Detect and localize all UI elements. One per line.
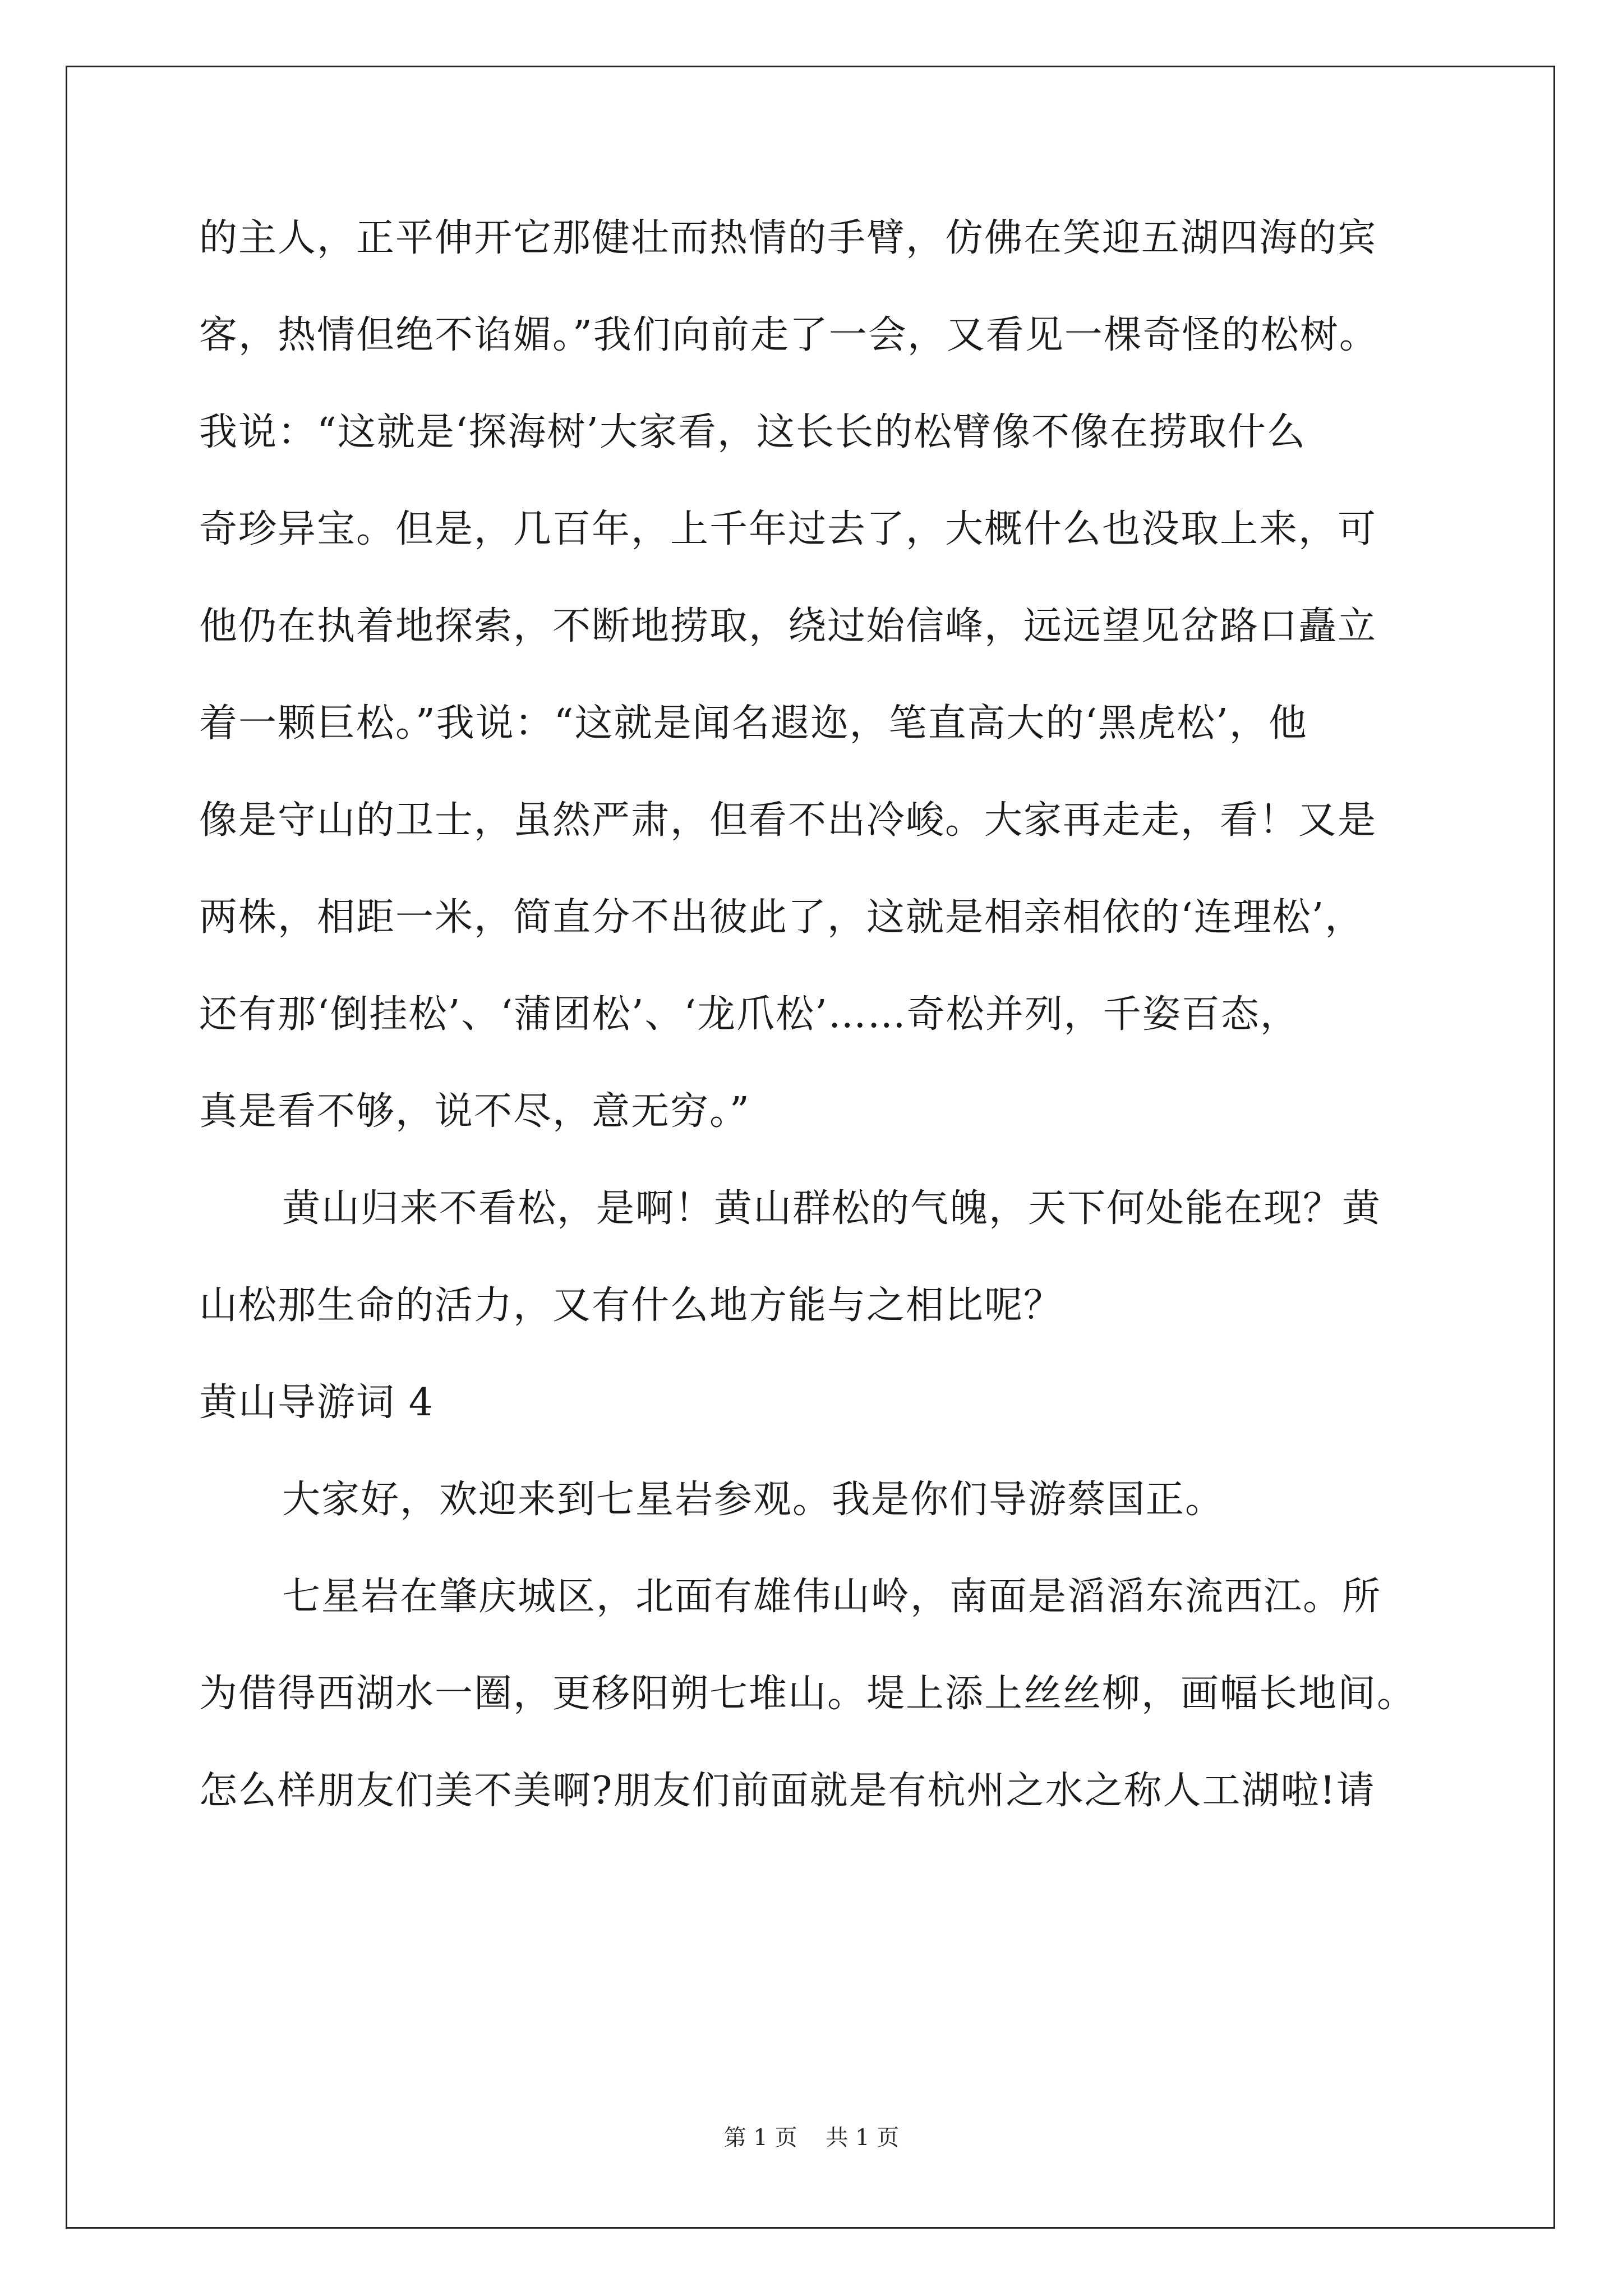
text-line: 着一颗巨松。”我说：“这就是闻名遐迩，笔直高大的‘黑虎松’，他 [199,701,1308,746]
text-line: 真是看不够，说不尽，意无穷。” [199,1089,750,1134]
section-heading: 黄山导游词 4 [199,1381,434,1425]
document-body [199,213,1433,1863]
text-line: 大家好，欢迎来到七星岩参观。我是你们导游蔡国正。 [282,1478,1225,1522]
text-line: 我说：“这就是‘探海树’大家看，这长长的松臂像不像在捞取什么 [199,410,1306,454]
text-line: 黄山归来不看松，是啊！黄山群松的气魄，天下何处能在现？黄 [282,1186,1382,1231]
text-line: 奇珍异宝。但是，几百年，上千年过去了，大概什么也没取上来，可 [199,507,1377,551]
page-footer: 第 1 页 共 1 页 [723,2125,900,2151]
text-line: 两株，相距一米，简直分不出彼此了，这就是相亲相依的‘连理松’， [199,895,1364,940]
text-line: 客，热情但绝不谄媚。”我们向前走了一会，又看见一棵奇怪的松树。 [199,313,1378,357]
text-line: 七星岩在肇庆城区，北面有雄伟山岭，南面是滔滔东流西江。所 [282,1575,1382,1619]
text-line: 他仍在执着地探索，不断地捞取，绕过始信峰，远远望见岔路口矗立 [199,604,1377,648]
text-line: 山松那生命的活力，又有什么地方能与之相比呢？ [199,1283,1063,1328]
text-line: 为借得西湖水一圈，更移阳朔七堆山。堤上添上丝丝柳，画幅长地间。 [199,1672,1417,1716]
text-line: 的主人，正平伸开它那健壮而热情的手臂，仿佛在笑迎五湖四海的宾 [199,216,1377,260]
text-line: 像是守山的卫士，虽然严肃，但看不出冷峻。大家再走走，看！又是 [199,798,1377,843]
text-line: 怎么样朋友们美不美啊?朋友们前面就是有杭州之水之称人工湖啦!请 [199,1769,1376,1813]
text-line: 还有那‘倒挂松’、‘蒲团松’、‘龙爪松’……奇松并列，千姿百态， [199,992,1299,1037]
